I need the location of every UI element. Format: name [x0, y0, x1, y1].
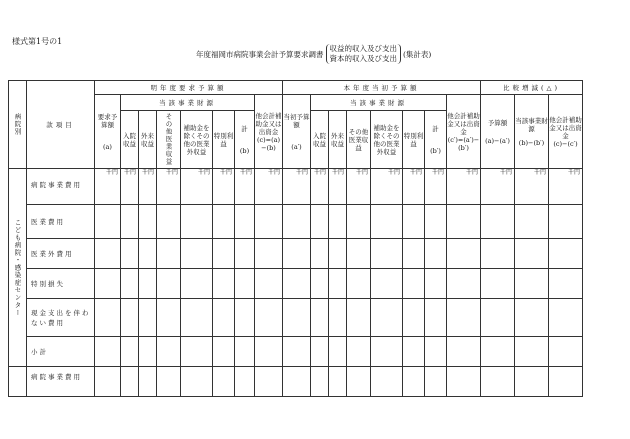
compare-section-header: 比較増減(△): [481, 81, 583, 95]
unit-cell: 千円: [181, 169, 213, 205]
page-title: [196, 44, 431, 64]
title-brace-line1: 収益的収入及び支出: [329, 44, 397, 53]
table-row: [9, 205, 583, 239]
row-label: 現金支出を伴わない費用: [27, 299, 95, 337]
compare-budget-header: 予算額 (a)−(a′): [481, 95, 515, 169]
title-suffix: (集計表): [403, 49, 432, 59]
unit-cell: 千円: [347, 169, 371, 205]
request-amount-header: 要求予算額 (a): [95, 95, 121, 169]
table-row: [9, 299, 583, 337]
current-special-header: 特別利益: [403, 111, 425, 169]
request-subsidy-header: 補助金を除くその他の医業外収益: [181, 111, 213, 169]
current-sources-header: 当該事業財源: [311, 95, 447, 111]
unit-cell: 千円: [329, 169, 347, 205]
row-label: 医業費用: [27, 205, 95, 239]
unit-cell: 千円: [213, 169, 235, 205]
row-label: 病院事業費用: [27, 367, 95, 397]
request-outpatient-header: 外来収益: [139, 111, 157, 169]
unit-cell: 千円: [371, 169, 403, 205]
request-special-header: 特別利益: [213, 111, 235, 169]
unit-cell: 千円: [481, 169, 515, 205]
hospital-column-header: 病院別: [9, 81, 27, 169]
table-row: [9, 367, 583, 397]
current-section-header: 本年度当初予算額: [283, 81, 481, 95]
unit-cell: 千円: [403, 169, 425, 205]
title-brace: [326, 44, 402, 64]
form-number: 様式第1号の1: [12, 37, 63, 46]
current-total-header: 計 (b′): [425, 111, 447, 169]
row-label: 医業外費用: [27, 239, 95, 269]
table-row: [9, 169, 583, 205]
current-general-header: 他会計補助金又は出資金 (c′)=(a′)−(b′): [447, 95, 481, 169]
unit-cell: 千円: [95, 169, 121, 205]
budget-table: [8, 80, 583, 397]
unit-cell: 千円: [255, 169, 283, 205]
current-subsidy-header: 補助金を除くその他の医業外収益: [371, 111, 403, 169]
request-inpatient-header: 入院収益: [121, 111, 139, 169]
table-row: [9, 239, 583, 269]
hospital-name-cell: こども病院・感染症センター: [9, 169, 27, 367]
unit-cell: 千円: [311, 169, 329, 205]
unit-cell: 千円: [549, 169, 583, 205]
title-prefix: 年度福岡市病院事業会計予算要求調書: [196, 49, 324, 59]
current-outpatient-header: 外来収益: [329, 111, 347, 169]
request-total-header: 計 (b): [235, 111, 255, 169]
unit-cell: 千円: [283, 169, 311, 205]
unit-cell: 千円: [447, 169, 481, 205]
current-inpatient-header: 入院収益: [311, 111, 329, 169]
unit-cell: 千円: [157, 169, 181, 205]
unit-cell: 千円: [139, 169, 157, 205]
unit-cell: 千円: [425, 169, 447, 205]
title-brace-line2: 資本的収入及び支出: [329, 54, 397, 63]
item-column-header: 款項目: [27, 81, 95, 169]
request-section-header: 明年度要求予算額: [95, 81, 283, 95]
table-row: [9, 269, 583, 299]
compare-sources-header: 当該事業財源 (b)−(b′): [515, 95, 549, 169]
current-other-medical-header: その他医業収益: [347, 111, 371, 169]
request-general-header: 他会計補助金又は出資金 (c)=(a)−(b): [255, 95, 283, 169]
row-label: 病院事業費用: [27, 169, 95, 205]
compare-general-header: 他会計補助金又は出資金 (c)−(c′): [549, 95, 583, 169]
request-sources-header: 当該事業財源: [121, 95, 255, 111]
initial-amount-header: 当初予算額 (a′): [283, 95, 311, 169]
unit-cell: 千円: [515, 169, 549, 205]
row-label: 特別損失: [27, 269, 95, 299]
table-row: [9, 337, 583, 367]
unit-cell: 千円: [235, 169, 255, 205]
unit-cell: 千円: [121, 169, 139, 205]
request-other-medical-header: その他医業収益: [157, 111, 181, 169]
row-label: 小計: [27, 337, 95, 367]
